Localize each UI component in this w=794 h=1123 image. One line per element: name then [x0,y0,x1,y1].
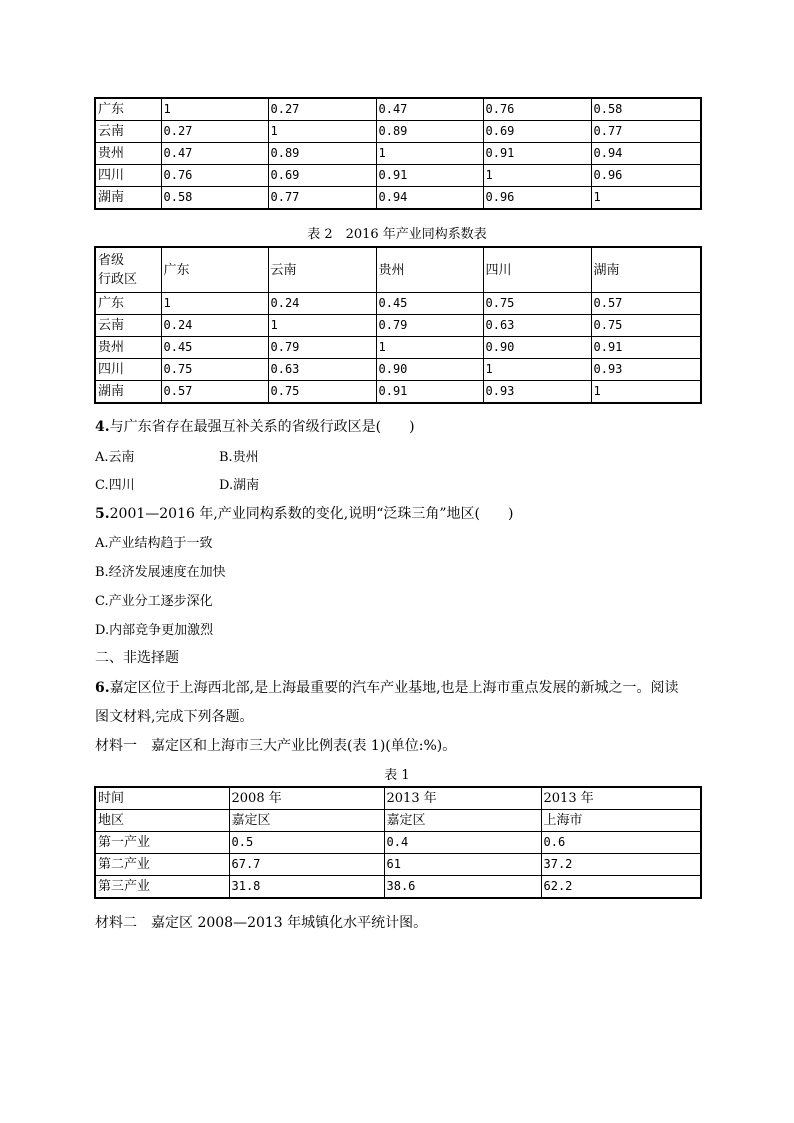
table-cell: 1 [483,165,591,187]
table-cell: 0.77 [591,121,701,143]
table-cell: 0.57 [161,381,268,404]
table-header-row [95,247,701,293]
table-cell: 0.76 [483,98,591,121]
table-cell: 0.91 [376,165,483,187]
table-row [95,854,701,876]
row-label-cell: 云南 [95,121,161,143]
table-cell: 0.24 [161,315,268,337]
coefficient-table-2016 [94,246,702,404]
material-1: 材料一 嘉定区和上海市三大产业比例表(表 1)(单位:%)。 [95,738,457,754]
table-cell: 0.90 [483,337,591,359]
row-label-cell: 广东 [95,98,161,121]
row-label-cell: 四川 [95,359,161,381]
table-cell: 1 [591,381,701,404]
table-cell: 0.79 [376,315,483,337]
table-cell: 0.45 [376,293,483,315]
table-cell: 1 [376,143,483,165]
table-cell: 0.63 [483,315,591,337]
table-cell: 0.77 [268,187,376,210]
question-number: 4. [95,419,110,435]
table-cell: 0.91 [483,143,591,165]
option-d: D.湖南 [219,478,260,493]
row-label-cell: 第二产业 [95,854,229,876]
table2-caption: 表 2 2016 年产业同构系数表 [307,227,487,242]
table-row [95,359,701,381]
row-label-cell: 四川 [95,165,161,187]
table-cell: 0.91 [376,381,483,404]
row-label-cell: 贵州 [95,143,161,165]
table-cell: 0.89 [268,143,376,165]
header-cell: 云南 [268,247,376,293]
table-cell: 0.90 [376,359,483,381]
question-5 [95,503,513,523]
table-cell: 1 [376,337,483,359]
table-cell: 0.93 [483,381,591,404]
table-cell: 38.6 [384,876,541,899]
question-number: 5. [95,506,110,522]
table-row [95,143,701,165]
table-cell: 0.27 [268,98,376,121]
table-cell: 0.57 [591,293,701,315]
row-label-cell: 云南 [95,315,161,337]
table-cell: 1 [483,359,591,381]
table-row [95,381,701,404]
table-cell: 0.58 [161,187,268,210]
table-row [95,787,701,810]
option-a: A.云南 [95,450,135,465]
material-2: 材料二 嘉定区 2008—2013 年城镇化水平统计图。 [95,915,428,931]
question-number: 6. [95,680,110,696]
row-label-cell: 湖南 [95,381,161,404]
table-cell: 2013 年 [384,787,541,810]
table-cell: 61 [384,854,541,876]
option-c: C.四川 [95,478,135,493]
option-d: D.内部竞争更加激烈 [95,623,214,638]
table-cell: 0.91 [591,337,701,359]
table-cell: 0.76 [161,165,268,187]
option-c: C.产业分工逐步深化 [95,594,213,609]
table-cell: 1 [591,187,701,210]
table-cell: 0.58 [591,98,701,121]
header-cell: 广东 [161,247,268,293]
question-6-continued: 图文材料,完成下列各题。 [95,709,254,725]
table-cell: 0.94 [591,143,701,165]
header-line-1: 省级 [98,253,125,268]
table-cell: 0.5 [229,832,384,854]
row-label-cell: 湖南 [95,187,161,210]
question-text: 2001—2016 年,产业同构系数的变化,说明“泛珠三角”地区( ) [109,506,514,522]
option-b: B.贵州 [219,450,259,465]
table-cell: 0.75 [591,315,701,337]
question-text: 嘉定区位于上海西北部,是上海最重要的汽车产业基地,也是上海市重点发展的新城之一。阅读 [109,680,679,696]
coefficient-table-continued [94,97,702,210]
table-cell: 31.8 [229,876,384,899]
table-cell: 0.24 [268,293,376,315]
table-cell: 0.45 [161,337,268,359]
industry-ratio-table [94,786,702,899]
table-row [95,293,701,315]
table1-caption: 表 1 [384,768,410,783]
table-cell: 2013 年 [541,787,701,810]
header-cell: 四川 [483,247,591,293]
header-cell: 贵州 [376,247,483,293]
table-cell: 1 [268,121,376,143]
header-cell: 湖南 [591,247,701,293]
option-a: A.产业结构趋于一致 [95,536,213,551]
table-cell: 0.75 [268,381,376,404]
table-row [95,121,701,143]
table-cell: 62.2 [541,876,701,899]
header-province [95,247,161,293]
table-cell: 67.7 [229,854,384,876]
question-6 [95,677,679,697]
question-4 [95,416,415,436]
table-row [95,832,701,854]
row-label-cell: 第一产业 [95,832,229,854]
row-label-cell: 地区 [95,810,229,832]
table-cell: 嘉定区 [229,810,384,832]
table-row [95,187,701,210]
table-row [95,165,701,187]
option-b: B.经济发展速度在加快 [95,565,226,580]
table-cell: 上海市 [541,810,701,832]
table-cell: 37.2 [541,854,701,876]
table-cell: 2008 年 [229,787,384,810]
table-cell: 0.47 [376,98,483,121]
row-label-cell: 贵州 [95,337,161,359]
table-cell: 1 [268,315,376,337]
row-label-cell: 第三产业 [95,876,229,899]
table-row [95,337,701,359]
table-row [95,876,701,899]
table-cell: 嘉定区 [384,810,541,832]
row-label-cell: 广东 [95,293,161,315]
table-cell: 0.96 [591,165,701,187]
table-cell: 1 [161,293,268,315]
table-row [95,810,701,832]
table-cell: 0.93 [591,359,701,381]
table-cell: 0.47 [161,143,268,165]
table-cell: 0.69 [483,121,591,143]
header-line-2: 行政区 [98,272,138,287]
table-cell: 0.96 [483,187,591,210]
table-row [95,315,701,337]
table-cell: 0.79 [268,337,376,359]
section-heading: 二、非选择题 [95,650,179,666]
table-cell: 0.69 [268,165,376,187]
table-row [95,98,701,121]
table-cell: 0.75 [161,359,268,381]
table-cell: 0.89 [376,121,483,143]
table-cell: 0.27 [161,121,268,143]
table-cell: 1 [161,98,268,121]
question-text: 与广东省存在最强互补关系的省级行政区是( ) [109,419,415,435]
table-cell: 0.6 [541,832,701,854]
row-label-cell: 时间 [95,787,229,810]
table-cell: 0.4 [384,832,541,854]
table-cell: 0.75 [483,293,591,315]
table-cell: 0.94 [376,187,483,210]
table-cell: 0.63 [268,359,376,381]
